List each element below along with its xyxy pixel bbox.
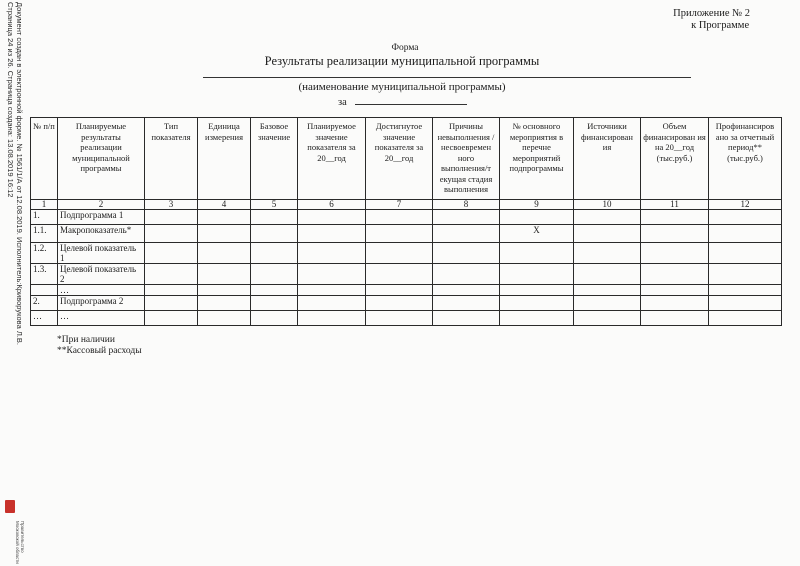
results-table [30, 117, 782, 326]
row-name: Целевой показатель 1 [58, 243, 145, 264]
column-number: 5 [251, 200, 298, 210]
table-row [31, 264, 782, 285]
appendix-note [673, 8, 750, 32]
column-numbers-row [31, 200, 782, 210]
cell [145, 210, 198, 225]
program-name-caption [0, 81, 800, 93]
cell [366, 243, 433, 264]
form-label-text: Форма [391, 43, 419, 53]
activity-number-cell [500, 210, 574, 225]
cell [641, 311, 709, 326]
form-label [0, 43, 800, 53]
cell [709, 225, 782, 243]
cell [298, 311, 366, 326]
logo-caption-line2: Московской области [15, 521, 20, 564]
cell [298, 264, 366, 285]
cell [433, 210, 500, 225]
row-number: … [31, 311, 58, 326]
title-underline [203, 77, 691, 78]
cell [709, 296, 782, 311]
row-name: Макропоказатель* [58, 225, 145, 243]
activity-number-cell [500, 264, 574, 285]
cell [641, 296, 709, 311]
cell [198, 210, 251, 225]
cell [433, 225, 500, 243]
cell [251, 210, 298, 225]
cell [298, 296, 366, 311]
header-cell: Источники финансирован ия [574, 118, 641, 200]
cell [366, 225, 433, 243]
row-number: 2. [31, 296, 58, 311]
cell [145, 311, 198, 326]
header-cell: Планируемые результаты реализации муниципальной программы [58, 118, 145, 200]
cell [251, 225, 298, 243]
cell [574, 225, 641, 243]
cell [433, 243, 500, 264]
footnotes [57, 335, 142, 357]
column-number: 9 [500, 200, 574, 210]
page-title-text: Результаты реализации муниципальной программы [264, 54, 540, 68]
row-number: 1.2. [31, 243, 58, 264]
cell [198, 243, 251, 264]
cell [145, 243, 198, 264]
column-number: 3 [145, 200, 198, 210]
row-name: Подпрограмма 1 [58, 210, 145, 225]
table-row [31, 225, 782, 243]
cell [433, 264, 500, 285]
cell [574, 285, 641, 296]
cell [574, 311, 641, 326]
table-row [31, 285, 782, 296]
column-number: 10 [574, 200, 641, 210]
footnote-2: **Кассовый расходы [57, 346, 142, 356]
header-row [31, 118, 782, 200]
table-row [31, 296, 782, 311]
cell [198, 225, 251, 243]
activity-number-cell [500, 296, 574, 311]
cell [709, 311, 782, 326]
side-stamp-line1: Документ создан в электронной форме. № 1561/1/А от 12.08.2019. Исполнитель:Криворукова Л.В. [15, 2, 24, 345]
cell [251, 243, 298, 264]
cell [709, 243, 782, 264]
cell [433, 311, 500, 326]
cell [298, 243, 366, 264]
cell [366, 210, 433, 225]
cell [433, 285, 500, 296]
cell [145, 225, 198, 243]
cell [574, 243, 641, 264]
cell [298, 210, 366, 225]
cell [709, 264, 782, 285]
cell [198, 311, 251, 326]
row-name: … [58, 285, 145, 296]
cell [641, 210, 709, 225]
header-cell: № основного мероприятия в перечне мероприятий подпрограммы [500, 118, 574, 200]
cell [433, 296, 500, 311]
cell [574, 264, 641, 285]
column-number: 6 [298, 200, 366, 210]
cell [709, 285, 782, 296]
row-number [31, 285, 58, 296]
activity-number-cell [500, 243, 574, 264]
row-number: 1.1. [31, 225, 58, 243]
cell [366, 311, 433, 326]
row-name: … [58, 311, 145, 326]
cell [198, 296, 251, 311]
cell [145, 296, 198, 311]
cell [251, 264, 298, 285]
column-number: 1 [31, 200, 58, 210]
cell [574, 210, 641, 225]
header-cell: Планируемое значение показателя за 20__год [298, 118, 366, 200]
header-cell: Тип показателя [145, 118, 198, 200]
header-cell: Профинансиров ано за отчетный период** (тыс.руб.) [709, 118, 782, 200]
period-line [338, 94, 467, 108]
cell [641, 225, 709, 243]
cell [366, 264, 433, 285]
column-number: 4 [198, 200, 251, 210]
appendix-line2: к Программе [691, 20, 750, 31]
cell [298, 285, 366, 296]
table-row [31, 311, 782, 326]
cell [574, 296, 641, 311]
header-cell: Базовое значение [251, 118, 298, 200]
row-number: 1.3. [31, 264, 58, 285]
header-cell: Причины невыполнения /несвоевремен ного выполнения/т екущая стадия выполнения [433, 118, 500, 200]
header-cell: Достигнутое значение показателя за 20__год [366, 118, 433, 200]
cell [145, 264, 198, 285]
appendix-line1: Приложение № 2 [673, 8, 750, 19]
activity-number-cell [500, 311, 574, 326]
side-stamp-line2: Страница 24 из 26. Страница создана: 13.08.2019 16:12 [6, 2, 15, 198]
cell [251, 296, 298, 311]
cell [298, 225, 366, 243]
cell [641, 264, 709, 285]
program-name-caption-text: (наименование муниципальной программы) [298, 81, 506, 93]
cell [641, 285, 709, 296]
logo-caption [15, 521, 25, 564]
activity-number-cell: X [500, 225, 574, 243]
footnote-1: *При наличии [57, 335, 115, 345]
table-row [31, 210, 782, 225]
row-name: Целевой показатель 2 [58, 264, 145, 285]
cell [709, 210, 782, 225]
row-name: Подпрограмма 2 [58, 296, 145, 311]
cell [366, 296, 433, 311]
cell [641, 243, 709, 264]
cell [198, 285, 251, 296]
cell [251, 285, 298, 296]
header-cell: № п/п [31, 118, 58, 200]
header-cell: Объем финансирован ия на 20__год (тыс.руб.) [641, 118, 709, 200]
cell [145, 285, 198, 296]
cell [198, 264, 251, 285]
logo-caption-line1: Правительство [20, 521, 25, 553]
column-number: 12 [709, 200, 782, 210]
column-number: 2 [58, 200, 145, 210]
row-number: 1. [31, 210, 58, 225]
table-row [31, 243, 782, 264]
column-number: 8 [433, 200, 500, 210]
header-cell: Единица измерения [198, 118, 251, 200]
page-title [0, 54, 800, 69]
activity-number-cell [500, 285, 574, 296]
column-number: 7 [366, 200, 433, 210]
period-label: за [338, 97, 347, 108]
coat-of-arms-icon [5, 500, 15, 513]
cell [251, 311, 298, 326]
period-blank [355, 94, 467, 105]
column-number: 11 [641, 200, 709, 210]
cell [366, 285, 433, 296]
